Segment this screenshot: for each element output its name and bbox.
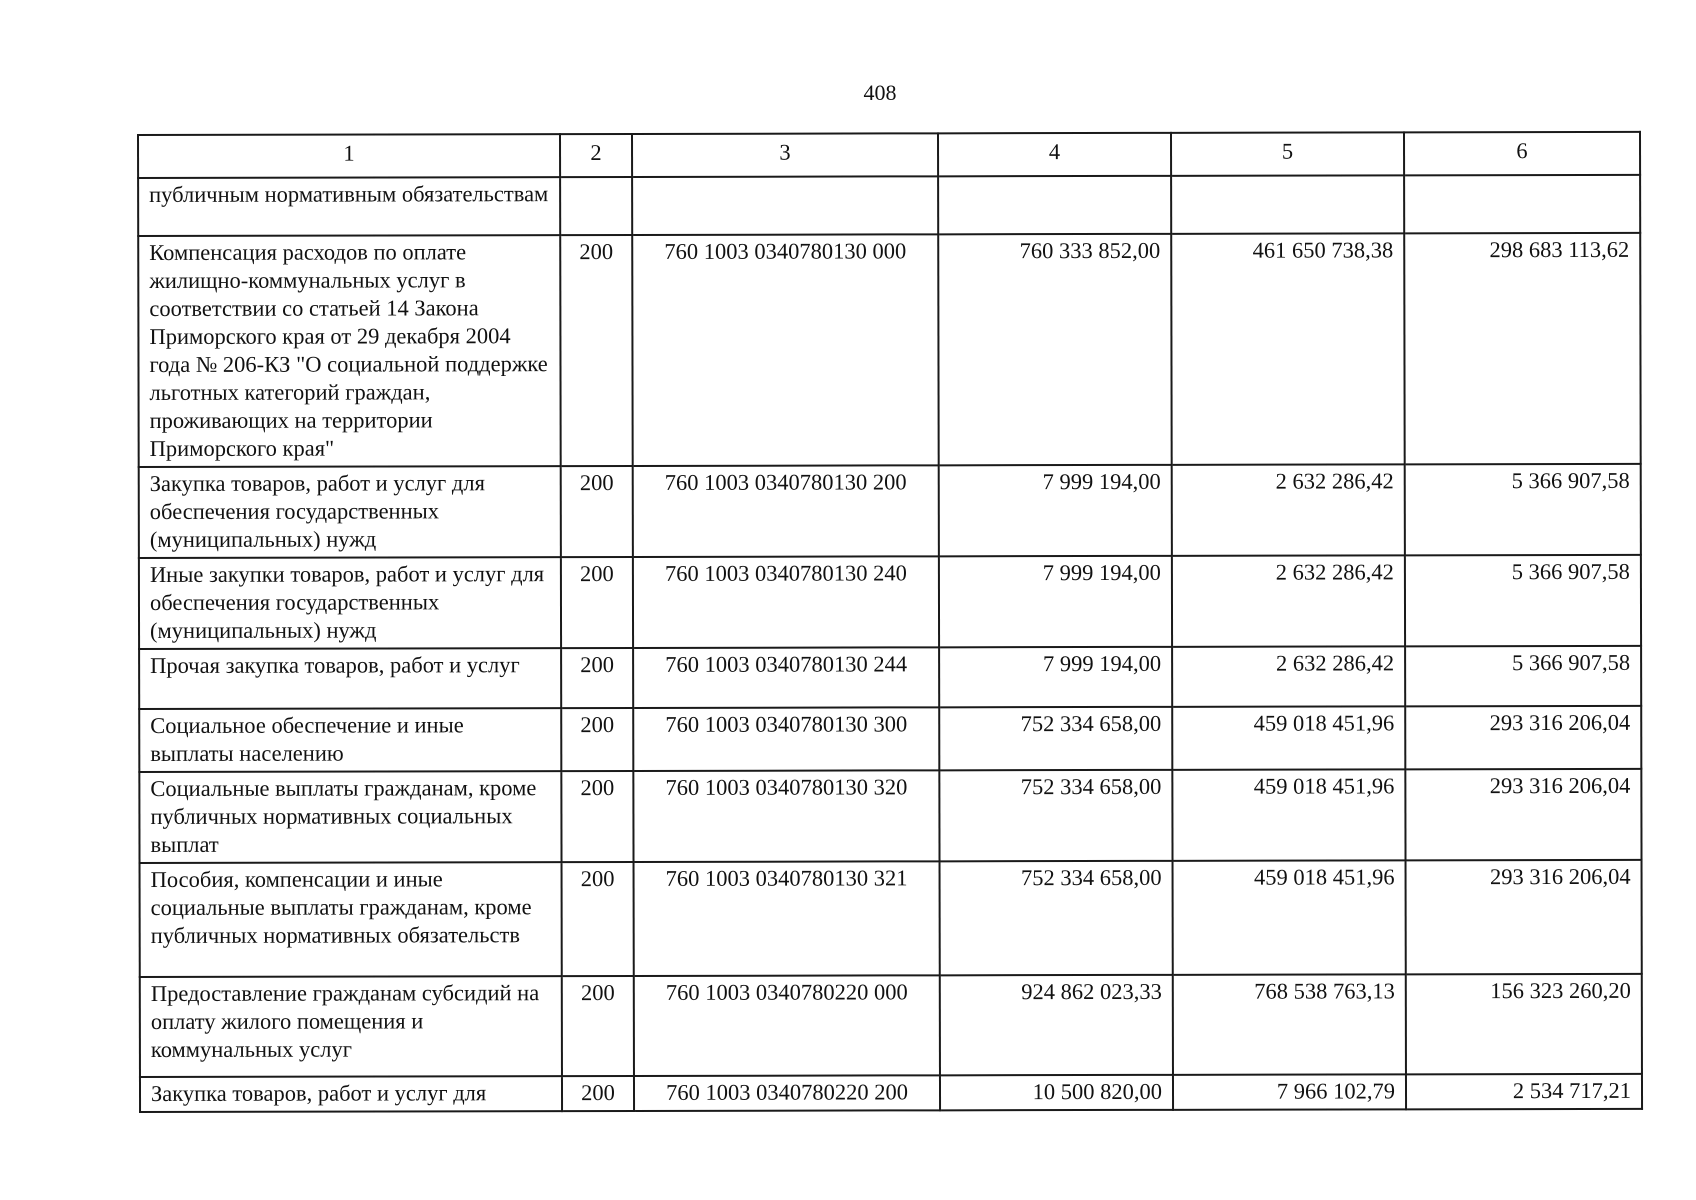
row-value-col5: 459 018 451,96 [1172, 706, 1405, 769]
row-name-cell: Социальное обеспечение и иные выплаты населению [139, 708, 561, 772]
row-value-col6: 293 316 206,04 [1406, 860, 1642, 974]
row-value-col5 [1171, 175, 1404, 233]
row-value-col6: 298 683 113,62 [1404, 233, 1640, 464]
table-row [139, 464, 1641, 558]
table-row [138, 233, 1640, 467]
row-value-col5: 2 632 286,42 [1172, 555, 1405, 646]
row-value-col4: 752 334 658,00 [939, 707, 1172, 770]
row-name-cell: Прочая закупка товаров, работ и услуг [139, 648, 561, 709]
row-section-cell: 200 [561, 648, 633, 708]
row-name-cell: Предоставление гражданам субсидий на оплату жилого помещения и коммунальных услуг [140, 976, 562, 1077]
row-value-col5: 7 966 102,79 [1173, 1074, 1406, 1109]
row-name-cell: публичным нормативным обязательствам [138, 177, 560, 236]
row-name-cell: Пособия, компенсации и иные социальные выплаты гражданам, кроме публичных нормативных обязательств [140, 862, 562, 977]
header-col-6: 6 [1404, 132, 1640, 175]
page-number: 408 [863, 80, 897, 105]
row-value-col6: 5 366 907,58 [1405, 464, 1641, 555]
row-value-col4: 752 334 658,00 [939, 770, 1172, 861]
row-value-col5: 2 632 286,42 [1172, 646, 1405, 706]
row-value-col6 [1404, 175, 1640, 233]
row-code-cell: 760 1003 0340780130 200 [633, 465, 939, 557]
header-row [138, 132, 1640, 178]
table-row [139, 706, 1641, 772]
table-row [140, 974, 1642, 1077]
row-name-cell: Иные закупки товаров, работ и услуг для обеспечения государственных (муниципальных) нужд [139, 557, 561, 649]
row-value-col5: 768 538 763,13 [1173, 974, 1406, 1074]
row-section-cell: 200 [562, 976, 634, 1076]
row-value-col4: 924 862 023,33 [940, 975, 1173, 1075]
row-value-col4: 7 999 194,00 [939, 556, 1172, 647]
row-value-col4 [938, 176, 1171, 234]
row-value-col4: 752 334 658,00 [940, 861, 1173, 975]
row-section-cell [560, 177, 632, 235]
row-code-cell: 760 1003 0340780220 200 [634, 1075, 940, 1111]
row-section-cell: 200 [561, 557, 633, 648]
table-row [139, 769, 1641, 863]
row-section-cell: 200 [561, 708, 633, 771]
row-value-col5: 459 018 451,96 [1172, 769, 1405, 860]
row-code-cell: 760 1003 0340780130 000 [632, 234, 938, 466]
row-code-cell: 760 1003 0340780220 000 [634, 975, 940, 1076]
row-value-col6: 5 366 907,58 [1405, 646, 1641, 706]
row-section-cell: 200 [561, 466, 633, 557]
table-row [140, 1074, 1642, 1112]
table-row [140, 860, 1642, 977]
row-name-cell: Закупка товаров, работ и услуг для обеспечения государственных (муниципальных) нужд [139, 466, 561, 558]
row-value-col4: 7 999 194,00 [939, 647, 1172, 707]
table-header [138, 132, 1640, 178]
row-section-cell: 200 [560, 235, 632, 466]
row-value-col6: 5 366 907,58 [1405, 555, 1641, 646]
row-name-cell: Компенсация расходов по оплате жилищно-коммунальных услуг в соответствии со статьей 14 Закона Приморского края от 29 декабря 2004 года № 206-КЗ "О социальной поддержке льготных категорий граждан, проживающих на территории Приморского края" [138, 235, 560, 467]
row-value-col4: 10 500 820,00 [940, 1075, 1173, 1110]
row-code-cell: 760 1003 0340780130 244 [633, 647, 939, 708]
table-row [139, 646, 1641, 709]
header-col-4: 4 [938, 133, 1171, 176]
row-code-cell: 760 1003 0340780130 320 [633, 770, 939, 862]
row-value-col6: 293 316 206,04 [1405, 769, 1641, 860]
header-col-5: 5 [1171, 132, 1404, 175]
row-section-cell: 200 [562, 1076, 634, 1111]
row-value-col5: 461 650 738,38 [1171, 233, 1404, 464]
row-code-cell: 760 1003 0340780130 321 [634, 861, 940, 976]
table-row [138, 175, 1640, 236]
row-code-cell: 760 1003 0340780130 240 [633, 556, 939, 648]
header-col-2: 2 [560, 134, 632, 177]
row-value-col4: 760 333 852,00 [938, 234, 1171, 465]
row-value-col4: 7 999 194,00 [939, 465, 1172, 556]
row-value-col5: 2 632 286,42 [1172, 464, 1405, 555]
row-value-col6: 2 534 717,21 [1406, 1074, 1642, 1109]
table-row [139, 555, 1641, 649]
row-section-cell: 200 [561, 771, 633, 862]
header-col-1: 1 [138, 134, 560, 178]
row-code-cell [632, 176, 938, 235]
row-code-cell: 760 1003 0340780130 300 [633, 707, 939, 771]
row-value-col5: 459 018 451,96 [1173, 860, 1406, 974]
header-col-3: 3 [632, 133, 938, 177]
row-name-cell: Закупка товаров, работ и услуг для [140, 1076, 562, 1112]
table-body [138, 175, 1642, 1112]
row-value-col6: 156 323 260,20 [1406, 974, 1642, 1074]
row-value-col6: 293 316 206,04 [1405, 706, 1641, 769]
row-name-cell: Социальные выплаты гражданам, кроме публичных нормативных социальных выплат [139, 771, 561, 863]
budget-table [137, 131, 1643, 1113]
row-section-cell: 200 [562, 862, 634, 976]
